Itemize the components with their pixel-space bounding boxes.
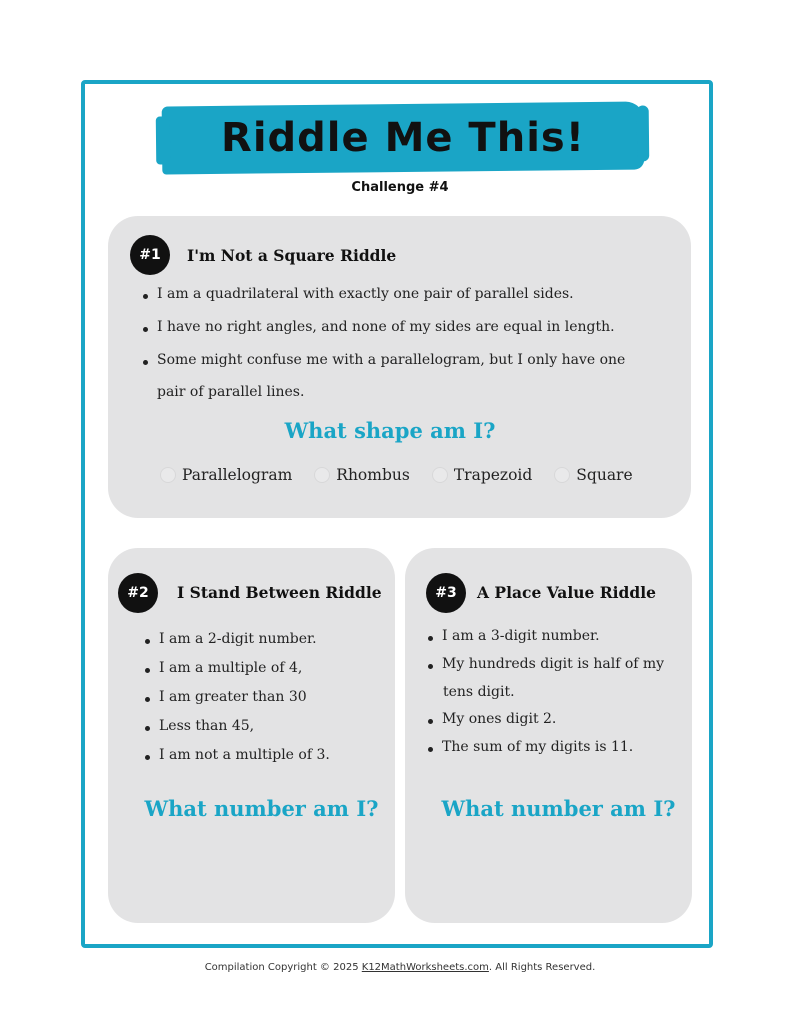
clue: Less than 45, (145, 718, 385, 747)
clue: I am a 2-digit number. (145, 631, 385, 660)
radio-circle-icon[interactable] (432, 467, 448, 483)
clue: I am greater than 30 (145, 689, 385, 718)
clue: I am a multiple of 4, (145, 660, 385, 689)
site-link[interactable]: K12MathWorksheets.com (361, 962, 489, 973)
page-title: Riddle Me This! (221, 115, 585, 161)
riddle-title-2: I Stand Between Riddle (177, 583, 382, 602)
clue: I am a 3-digit number. (428, 628, 683, 656)
option-rhombus[interactable] (314, 466, 410, 484)
clue-continuation: pair of parallel lines. (157, 384, 305, 400)
option-square[interactable] (554, 466, 632, 484)
answer-options (160, 466, 655, 484)
option-label: Trapezoid (453, 466, 533, 484)
question-3: What number am I? (441, 796, 676, 821)
copyright-suffix: . All Rights Reserved. (488, 962, 596, 973)
question-1: What shape am I? (284, 418, 496, 443)
copyright-footer (0, 962, 800, 973)
clue: The sum of my digits is 11. (428, 739, 683, 767)
riddle-badge-2: #2 (118, 573, 158, 613)
option-label: Square (576, 466, 633, 484)
clue: My ones digit 2. (428, 711, 683, 739)
radio-circle-icon[interactable] (160, 467, 176, 483)
riddle-clues-3b (428, 711, 683, 767)
option-label: Parallelogram (182, 466, 293, 484)
copyright-text: Compilation Copyright © 2025 (204, 962, 359, 973)
clue: My hundreds digit is half of my (428, 656, 683, 683)
option-trapezoid[interactable] (432, 466, 532, 484)
question-2: What number am I? (144, 796, 379, 821)
riddle-title-3: A Place Value Riddle (477, 583, 656, 602)
option-parallelogram[interactable] (160, 466, 292, 484)
option-label: Rhombus (336, 466, 410, 484)
challenge-label: Challenge #4 (351, 180, 449, 195)
riddle-clues-1 (143, 286, 673, 385)
riddle-badge-3: #3 (426, 573, 466, 613)
riddle-clues-2 (145, 631, 385, 776)
riddle-title-1: I'm Not a Square Riddle (187, 246, 397, 265)
riddle-clues-3 (428, 628, 683, 683)
clue: I am a quadrilateral with exactly one pair of parallel sides. (143, 286, 673, 319)
clue: I have no right angles, and none of my sides are equal in length. (143, 319, 673, 352)
clue: Some might confuse me with a parallelogram, but I only have one (143, 352, 673, 385)
radio-circle-icon[interactable] (314, 467, 330, 483)
clue: I am not a multiple of 3. (145, 747, 385, 776)
riddle-badge-1: #1 (130, 235, 170, 275)
clue-continuation: tens digit. (443, 684, 515, 700)
radio-circle-icon[interactable] (554, 467, 570, 483)
